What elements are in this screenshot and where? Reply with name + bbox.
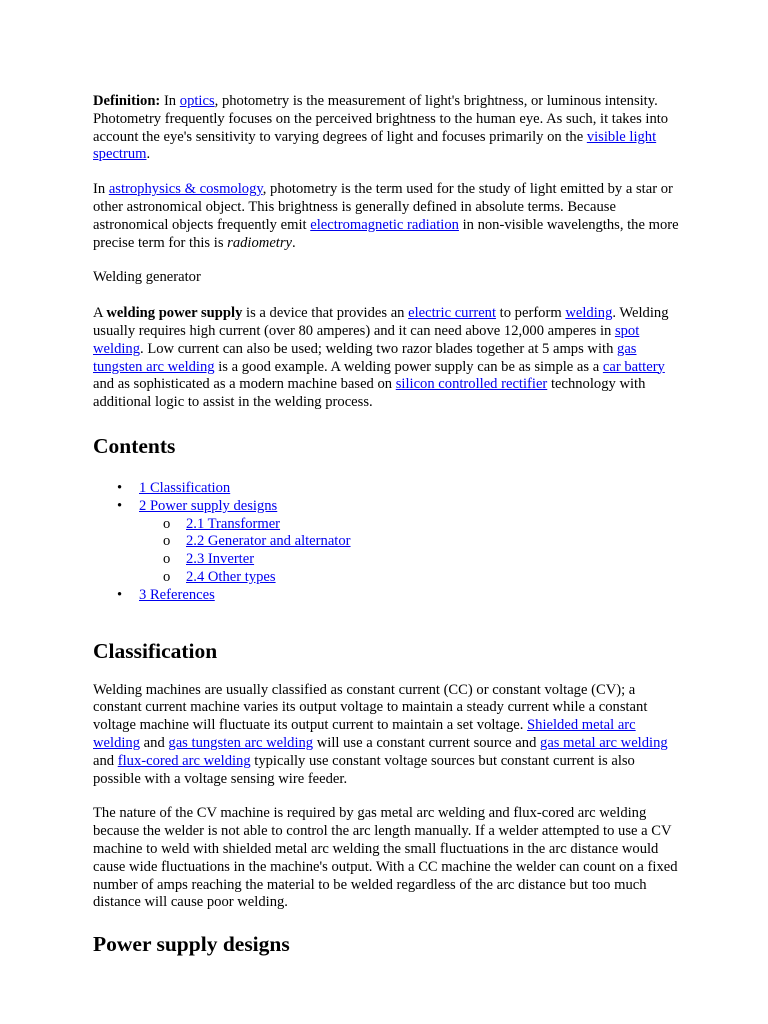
classification-heading: Classification: [93, 638, 218, 663]
text-run: and as sophisticated as a modern machine based on: [93, 376, 396, 393]
welding-power-supply-term: welding power supply: [106, 305, 243, 322]
text-run: In: [93, 181, 109, 198]
definition-label: Definition:: [93, 93, 161, 109]
power-supply-designs-heading: Power supply designs: [93, 932, 290, 957]
toc-link-references[interactable]: 3 References: [139, 586, 215, 603]
link-silicon-controlled-rectifier[interactable]: silicon controlled rectifier: [395, 376, 548, 393]
link-flux-cored-arc-welding[interactable]: flux-cored arc welding: [117, 752, 251, 769]
toc-item: [93, 569, 683, 587]
text-run: typically use constant voltage sources but constant current is also possible with a voltage sensing wire feeder.: [93, 752, 635, 787]
toc-link-transformer[interactable]: 2.1 Transformer: [186, 515, 281, 532]
table-of-contents: [93, 480, 683, 605]
toc-item: [93, 516, 683, 534]
link-optics[interactable]: optics: [179, 93, 215, 109]
link-shielded-metal-arc-welding[interactable]: Shielded metal arc welding: [93, 717, 636, 751]
bullet-disc-icon: •: [117, 497, 123, 514]
text-run: In: [160, 93, 180, 109]
link-gas-metal-arc-welding[interactable]: gas metal arc welding: [540, 734, 668, 751]
text-run: is a device that provides an: [242, 305, 409, 322]
toc-link-generator-alternator[interactable]: 2.2 Generator and alternator: [186, 533, 351, 550]
text-run: in non-visible wavelengths, the more precise term for this is: [93, 216, 679, 251]
toc-item: [93, 498, 683, 516]
radiometry-term: radiometry: [227, 234, 293, 251]
toc-link-inverter[interactable]: 2.3 Inverter: [186, 551, 255, 568]
text-run: .: [146, 146, 151, 163]
text-run: and: [140, 734, 169, 751]
text-run: Welding machines are usually classified as constant current (CC) or constant voltage (CV); a constant current machine varies its output voltage to maintain a steady current while a constant voltage machine will fluctuate its output current to maintain a set voltage.: [93, 681, 648, 734]
toc-link-power-supply-designs[interactable]: 2 Power supply designs: [139, 497, 278, 514]
bullet-circle-icon: o: [163, 533, 171, 550]
text-run: , photometry is the term used for the study of light emitted by a star or other astronomical object. This brightness is generally defined in absolute terms. Because astronomical objects frequently emit: [93, 181, 673, 233]
text-run: A: [93, 305, 107, 322]
article-body: [93, 93, 683, 957]
text-run: and: [93, 752, 118, 769]
text-run: is a good example. A welding power supply can be as simple as a: [214, 358, 603, 375]
text-run: will use a constant current source and: [313, 734, 541, 751]
toc-item: [93, 587, 683, 605]
link-gas-tungsten-arc-welding[interactable]: gas tungsten arc welding: [93, 340, 637, 375]
link-visible-light-spectrum[interactable]: visible light spectrum: [93, 128, 657, 163]
text-run: to perform: [496, 305, 566, 322]
welding-generator-line: Welding generator: [93, 269, 201, 286]
welding-power-supply-paragraph: [93, 305, 683, 412]
bullet-circle-icon: o: [163, 568, 171, 585]
bullet-circle-icon: o: [163, 515, 171, 532]
link-car-battery[interactable]: car battery: [602, 358, 665, 375]
classification-paragraph: [93, 682, 683, 789]
text-run: , photometry is the measurement of light's brightness, or luminous intensity. Photometry frequently focuses on the perceived brightness to the human eye. As such, it takes into account the eye's sensitivity to varying degrees of light and focuses primarily on the: [93, 93, 669, 145]
text-run: technology with additional logic to assist in the welding process.: [93, 376, 646, 411]
link-electromagnetic-radiation[interactable]: electromagnetic radiation: [310, 216, 459, 233]
link-gas-tungsten-arc-welding[interactable]: gas tungsten arc welding: [168, 734, 314, 751]
contents-heading: Contents: [93, 433, 176, 458]
link-electric-current[interactable]: electric current: [408, 305, 497, 322]
toc-item: [93, 551, 683, 569]
astrophysics-paragraph: [93, 181, 683, 252]
bullet-disc-icon: •: [117, 586, 123, 603]
link-welding[interactable]: welding: [565, 305, 613, 322]
toc-link-other-types[interactable]: 2.4 Other types: [186, 568, 276, 585]
bullet-circle-icon: o: [163, 551, 171, 568]
text-run: .: [292, 234, 296, 251]
toc-item: [93, 533, 683, 551]
definition-paragraph: [93, 93, 683, 164]
text-run: . Welding usually requires high current (over 80 amperes) and it can need above 12,000 amperes in: [93, 305, 669, 339]
cv-machine-paragraph: The nature of the CV machine is required by gas metal arc welding and flux-cored arc welding because the welder is not able to control the arc length manually. If a welder attempted to use a CV machine to weld with shielded metal arc welding the small fluctuations in the arc distance would cause wide fluctuations in the machine's output. With a CC machine the welder can count on a fixed number of amps reaching the material to be welded regardless of the arc distance but too much distance will cause poor welding.: [93, 805, 678, 911]
toc-item: [93, 480, 683, 498]
bullet-disc-icon: •: [117, 479, 123, 496]
toc-link-classification[interactable]: 1 Classification: [139, 479, 231, 496]
link-spot-welding[interactable]: spot welding: [93, 322, 640, 357]
link-astrophysics-cosmology[interactable]: astrophysics & cosmology: [108, 181, 263, 198]
text-run: . Low current can also be used; welding two razor blades together at 5 amps with: [140, 340, 618, 357]
